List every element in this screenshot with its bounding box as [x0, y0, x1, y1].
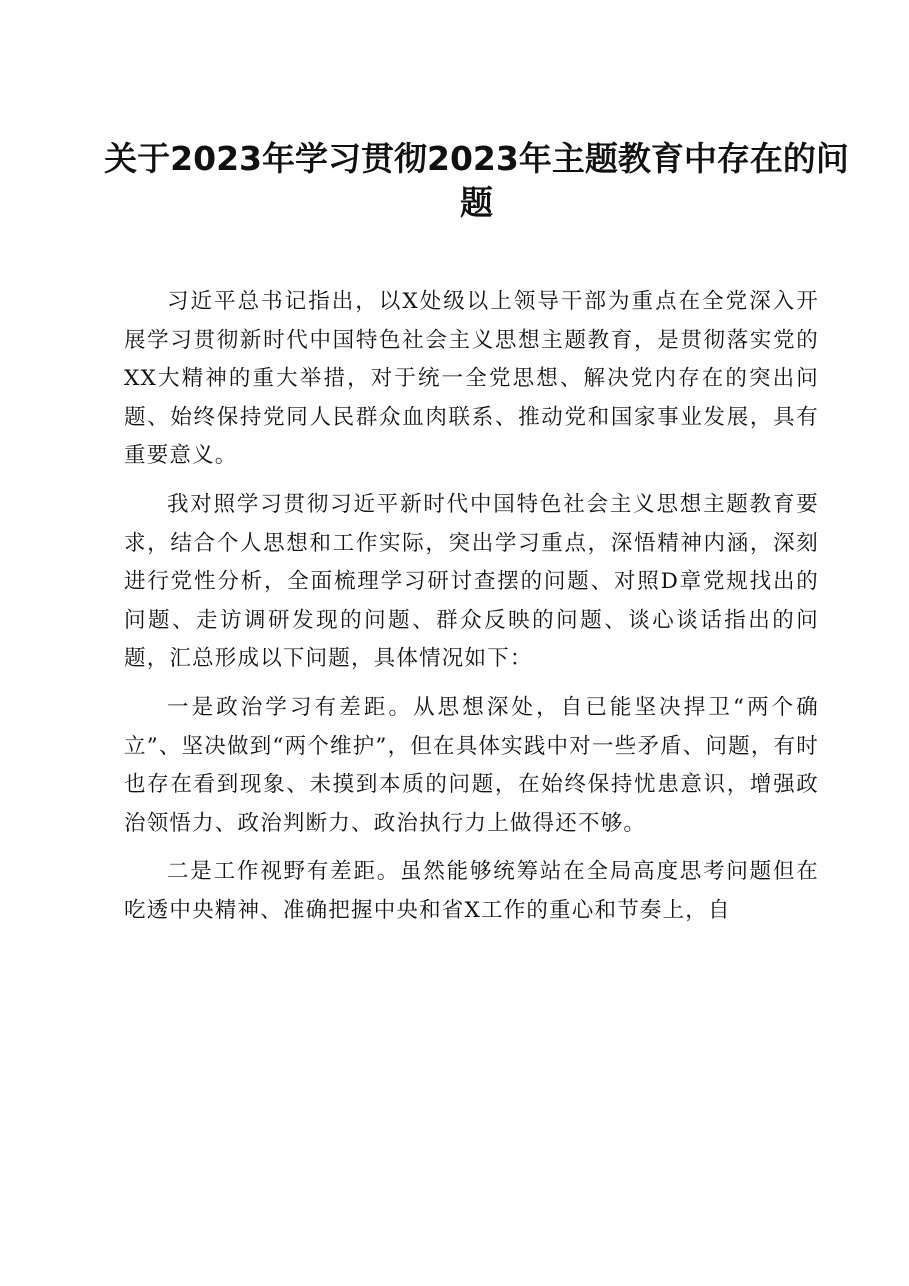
document-title: 关于2023年学习贯彻2023年主题教育中存在的问题	[104, 139, 849, 222]
paragraph: 一是政治学习有差距。从思想深处，自已能坚决捍卫“两个确立”、坚决做到“两个维护”，但在具体实践中对一些矛盾、问题，有时也存在看到现象、未摸到本质的问题，在始终保持忧患意识，增强政治领悟力、政治判断力、政治执行力上做得还不够。	[124, 694, 819, 836]
paragraph: 习近平总书记指出，以X处级以上领导干部为重点在全党深入开展学习贯彻新时代中国特色社会主义思想主题教育，是贯彻落实党的XX大精神的重大举措，对于统一全党思想、解决党内存在的突出问题、始终保持党同人民群众血肉联系、推动党和国家事业发展，具有重要意义。	[124, 289, 819, 469]
paragraph: 二是工作视野有差距。虽然能够统筹站在全局高度思考问题但在吃透中央精神、准确把握中央和省X工作的重心和节奏上，自	[124, 859, 819, 923]
paragraph: 我对照学习贯彻习近平新时代中国特色社会主义思想主题教育要求，结合个人思想和工作实际，突出学习重点，深悟精神内涵，深刻进行党性分析，全面梳理学习研讨查摆的问题、对照D章党规找出的问题、走访调研发现的问题、群众反映的问题、谈心谈话指出的问题，汇总形成以下问题，具体情况如下：	[124, 491, 819, 672]
document-body	[124, 283, 819, 931]
